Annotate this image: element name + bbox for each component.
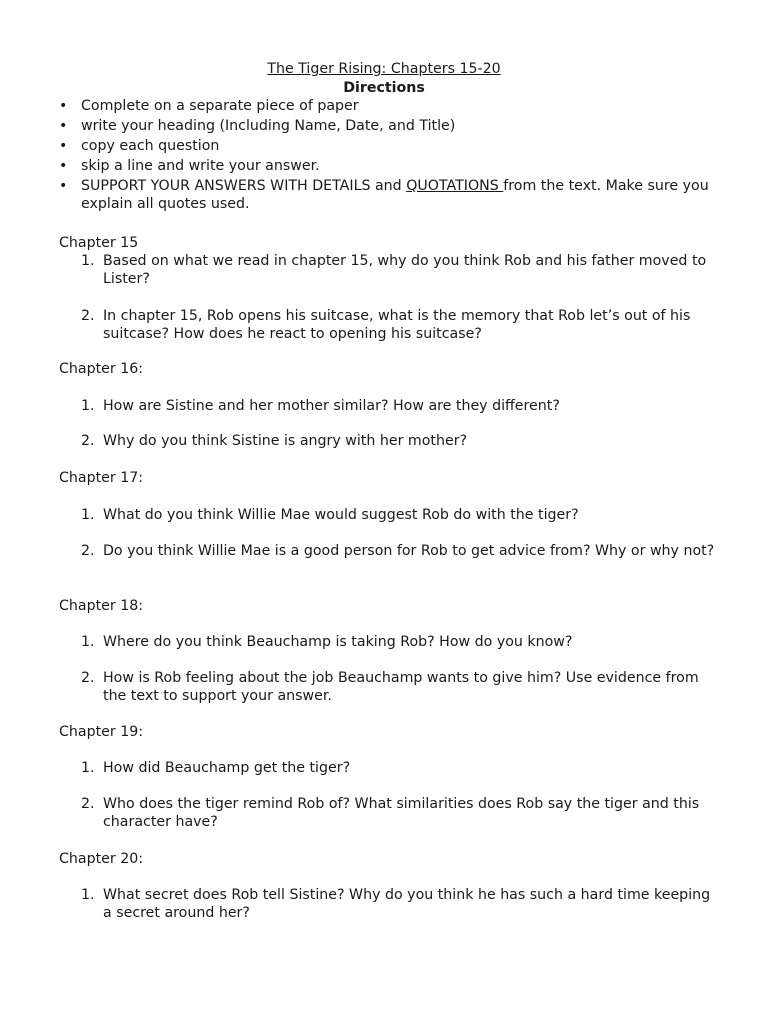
support-text-after: from the text. Make sure you explain all quotes used. <box>81 178 709 212</box>
question-text: How did Beauchamp get the tiger? <box>103 760 351 776</box>
bullet-icon: • <box>59 138 68 154</box>
question-text: How is Rob feeling about the job Beauchamp wants to give him? Use evidence from the text to support your answer. <box>103 670 699 704</box>
question-number: 1. <box>81 760 95 776</box>
question-item <box>81 886 721 922</box>
question-text: How are Sistine and her mother similar? How are they different? <box>103 398 560 414</box>
question-text: Based on what we read in chapter 15, why do you think Rob and his father moved to Lister? <box>103 253 707 287</box>
question-number: 2. <box>81 308 95 324</box>
directions-list <box>59 97 719 215</box>
directions-item: • write your heading (Including Name, Date, and Title) <box>59 118 456 134</box>
question-item <box>81 252 721 288</box>
directions-item: • copy each question <box>59 138 220 154</box>
bullet-icon: • <box>59 98 68 114</box>
chapter-heading: Chapter 17: <box>59 470 144 486</box>
question-text: In chapter 15, Rob opens his suitcase, what is the memory that Rob let’s out of his suitcase? How does he react to opening his suitcase? <box>103 308 691 342</box>
bullet-icon: • <box>59 158 68 174</box>
directions-heading: Directions <box>343 80 425 96</box>
chapter-heading: Chapter 15 <box>59 235 139 251</box>
question-text: What do you think Willie Mae would suggest Rob do with the tiger? <box>103 507 579 523</box>
question-text: Do you think Willie Mae is a good person for Rob to get advice from? Why or why not? <box>103 543 715 559</box>
question-number: 1. <box>81 887 95 903</box>
question-item <box>81 506 721 524</box>
question-item <box>81 633 721 651</box>
chapter-heading: Chapter 18: <box>59 598 144 614</box>
support-text-underlined: QUOTATIONS <box>406 178 504 194</box>
question-number: 2. <box>81 543 95 559</box>
directions-item: • skip a line and write your answer. <box>59 158 320 174</box>
page-title: The Tiger Rising: Chapters 15-20 <box>267 61 501 77</box>
question-item <box>81 432 721 450</box>
chapter-heading: Chapter 16: <box>59 361 144 377</box>
question-item <box>81 669 721 705</box>
question-text: Why do you think Sistine is angry with her mother? <box>103 433 468 449</box>
support-text-before: SUPPORT YOUR ANSWERS WITH DETAILS and <box>81 178 407 194</box>
question-number: 1. <box>81 253 95 269</box>
bullet-icon: • <box>59 178 68 194</box>
directions-item: • Complete on a separate piece of paper <box>59 98 359 114</box>
directions-item-support <box>59 177 719 213</box>
question-item <box>81 307 721 343</box>
question-text: Who does the tiger remind Rob of? What similarities does Rob say the tiger and this character have? <box>103 796 700 830</box>
chapter-heading: Chapter 19: <box>59 724 144 740</box>
question-number: 1. <box>81 398 95 414</box>
question-item <box>81 759 721 777</box>
question-number: 1. <box>81 634 95 650</box>
question-item <box>81 397 721 415</box>
question-text: Where do you think Beauchamp is taking Rob? How do you know? <box>103 634 573 650</box>
bullet-icon: • <box>59 118 68 134</box>
question-number: 2. <box>81 670 95 686</box>
question-number: 2. <box>81 433 95 449</box>
question-number: 2. <box>81 796 95 812</box>
question-item <box>81 542 721 560</box>
question-number: 1. <box>81 507 95 523</box>
chapter-heading: Chapter 20: <box>59 851 144 867</box>
question-text: What secret does Rob tell Sistine? Why do you think he has such a hard time keeping a secret around her? <box>103 887 711 921</box>
question-item <box>81 795 721 831</box>
